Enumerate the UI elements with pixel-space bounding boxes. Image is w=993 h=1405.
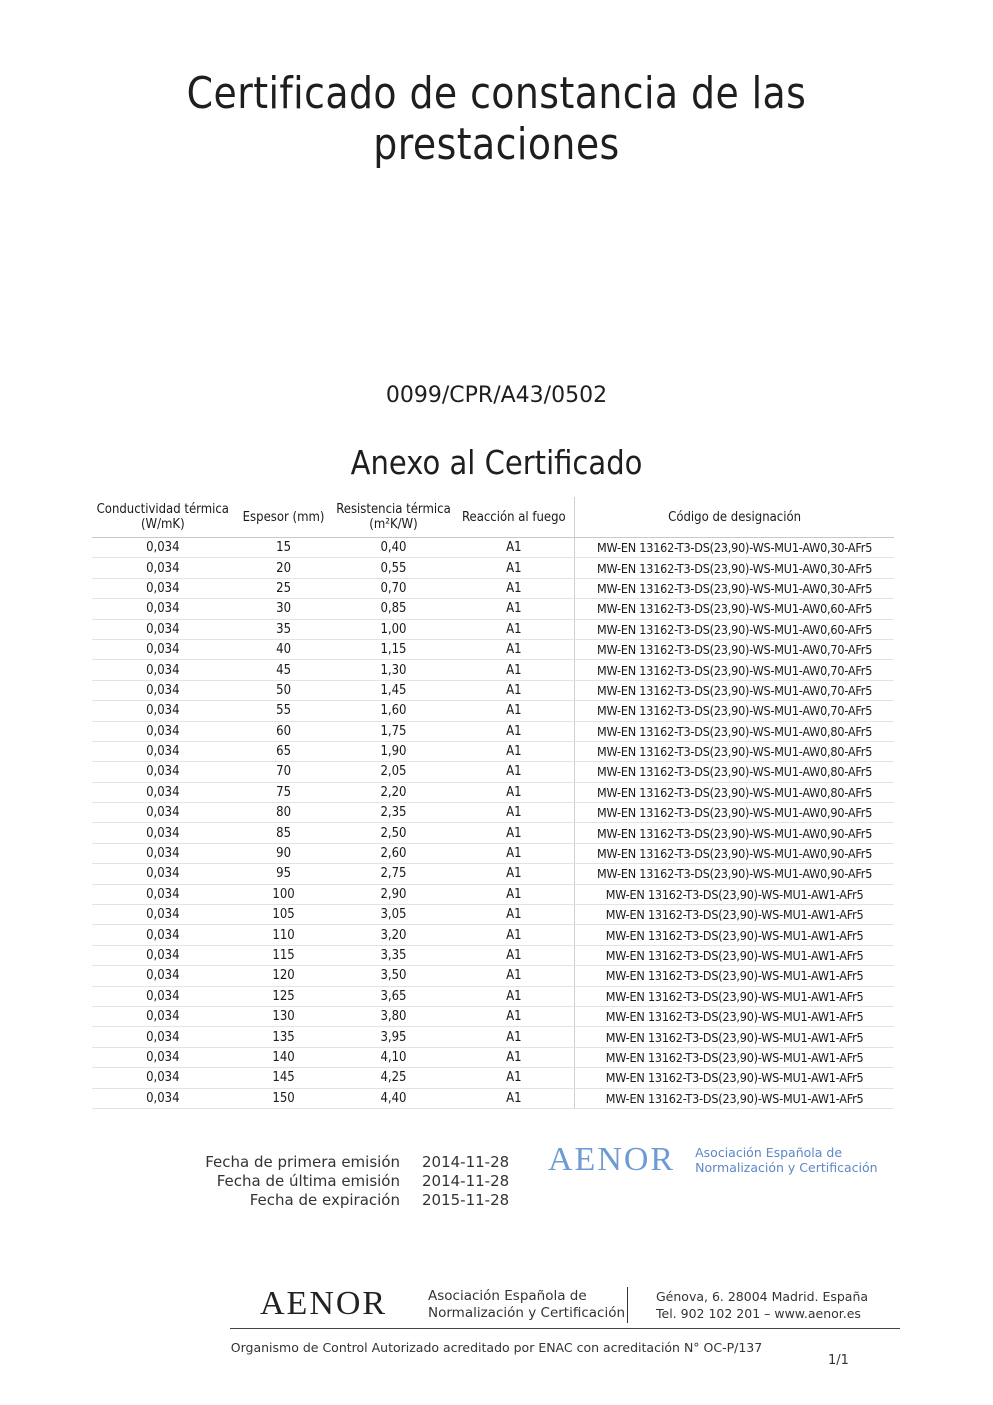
table-row <box>92 660 894 680</box>
footer-org-line2: Normalización y Certificación <box>428 1305 626 1321</box>
cell-fire-reaction: A1 <box>453 1088 574 1108</box>
first-issue-label: Fecha de primera emisión <box>205 1153 400 1171</box>
cell-thickness: 95 <box>234 864 334 884</box>
table-row <box>92 1047 894 1067</box>
cell-thickness: 75 <box>234 782 334 802</box>
table-row <box>92 619 894 639</box>
table-row <box>92 721 894 741</box>
footer-address <box>656 1288 868 1322</box>
cell-resistance: 0,40 <box>334 538 454 558</box>
cell-designation-code: MW-EN 13162-T3-DS(23,90)-WS-MU1-AW1-AFr5 <box>575 925 894 945</box>
table-row <box>92 762 894 782</box>
cell-thickness: 90 <box>234 843 334 863</box>
table-row <box>92 1027 894 1047</box>
table-row <box>92 823 894 843</box>
cell-resistance: 3,35 <box>334 945 454 965</box>
cell-resistance: 1,90 <box>334 741 454 761</box>
table-row <box>92 701 894 721</box>
cell-thickness: 45 <box>234 660 334 680</box>
table-row <box>92 558 894 578</box>
cell-thickness: 130 <box>234 1006 334 1026</box>
cell-conductivity: 0,034 <box>92 925 234 945</box>
cell-designation-code: MW-EN 13162-T3-DS(23,90)-WS-MU1-AW0,30-AFr5 <box>575 578 894 598</box>
cell-fire-reaction: A1 <box>453 803 574 823</box>
cell-fire-reaction: A1 <box>453 599 574 619</box>
last-issue-row <box>200 1172 542 1191</box>
header-conductivity: Conductividad térmica (W/mK) <box>92 497 234 538</box>
cell-fire-reaction: A1 <box>453 905 574 925</box>
cell-thickness: 15 <box>234 538 334 558</box>
cell-fire-reaction: A1 <box>453 680 574 700</box>
header-fire-reaction: Reacción al fuego <box>453 497 574 538</box>
cell-resistance: 2,60 <box>334 843 454 863</box>
cell-resistance: 3,95 <box>334 1027 454 1047</box>
issue-dates <box>200 1153 542 1210</box>
cell-thickness: 135 <box>234 1027 334 1047</box>
cell-designation-code: MW-EN 13162-T3-DS(23,90)-WS-MU1-AW0,90-AFr5 <box>575 864 894 884</box>
cell-thickness: 145 <box>234 1068 334 1088</box>
cell-thickness: 40 <box>234 639 334 659</box>
cell-conductivity: 0,034 <box>92 660 234 680</box>
cell-conductivity: 0,034 <box>92 945 234 965</box>
expiry-row <box>200 1191 542 1210</box>
cell-designation-code: MW-EN 13162-T3-DS(23,90)-WS-MU1-AW0,60-AFr5 <box>575 619 894 639</box>
cell-conductivity: 0,034 <box>92 823 234 843</box>
cell-conductivity: 0,034 <box>92 578 234 598</box>
cell-thickness: 30 <box>234 599 334 619</box>
cell-designation-code: MW-EN 13162-T3-DS(23,90)-WS-MU1-AW1-AFr5 <box>575 1047 894 1067</box>
table-row <box>92 1068 894 1088</box>
cell-conductivity: 0,034 <box>92 884 234 904</box>
cell-designation-code: MW-EN 13162-T3-DS(23,90)-WS-MU1-AW0,70-AFr5 <box>575 701 894 721</box>
cell-fire-reaction: A1 <box>453 945 574 965</box>
cell-thickness: 100 <box>234 884 334 904</box>
cell-thickness: 110 <box>234 925 334 945</box>
cell-thickness: 105 <box>234 905 334 925</box>
expiry-label: Fecha de expiración <box>249 1191 400 1209</box>
cell-fire-reaction: A1 <box>453 721 574 741</box>
cell-conductivity: 0,034 <box>92 639 234 659</box>
table-row <box>92 578 894 598</box>
cell-designation-code: MW-EN 13162-T3-DS(23,90)-WS-MU1-AW0,70-AFr5 <box>575 680 894 700</box>
cell-conductivity: 0,034 <box>92 782 234 802</box>
cell-designation-code: MW-EN 13162-T3-DS(23,90)-WS-MU1-AW0,70-AFr5 <box>575 639 894 659</box>
cell-resistance: 3,50 <box>334 966 454 986</box>
cell-fire-reaction: A1 <box>453 762 574 782</box>
cell-conductivity: 0,034 <box>92 905 234 925</box>
expiry-value: 2015-11-28 <box>422 1191 510 1209</box>
table-row <box>92 782 894 802</box>
cell-designation-code: MW-EN 13162-T3-DS(23,90)-WS-MU1-AW1-AFr5 <box>575 905 894 925</box>
table-row <box>92 905 894 925</box>
cell-thickness: 140 <box>234 1047 334 1067</box>
cell-designation-code: MW-EN 13162-T3-DS(23,90)-WS-MU1-AW0,90-AFr5 <box>575 823 894 843</box>
cell-fire-reaction: A1 <box>453 1068 574 1088</box>
cell-thickness: 70 <box>234 762 334 782</box>
cell-resistance: 2,50 <box>334 823 454 843</box>
cell-designation-code: MW-EN 13162-T3-DS(23,90)-WS-MU1-AW0,70-AFr5 <box>575 660 894 680</box>
cell-designation-code: MW-EN 13162-T3-DS(23,90)-WS-MU1-AW1-AFr5 <box>575 1027 894 1047</box>
cell-designation-code: MW-EN 13162-T3-DS(23,90)-WS-MU1-AW0,80-AFr5 <box>575 741 894 761</box>
cell-fire-reaction: A1 <box>453 741 574 761</box>
cell-thickness: 120 <box>234 966 334 986</box>
table-row <box>92 680 894 700</box>
cell-designation-code: MW-EN 13162-T3-DS(23,90)-WS-MU1-AW1-AFr5 <box>575 966 894 986</box>
cell-designation-code: MW-EN 13162-T3-DS(23,90)-WS-MU1-AW1-AFr5 <box>575 884 894 904</box>
table-row <box>92 599 894 619</box>
table-row <box>92 741 894 761</box>
cell-thickness: 125 <box>234 986 334 1006</box>
last-issue-value: 2014-11-28 <box>422 1172 510 1190</box>
cell-resistance: 1,15 <box>334 639 454 659</box>
cell-conductivity: 0,034 <box>92 680 234 700</box>
cell-fire-reaction: A1 <box>453 538 574 558</box>
table-row <box>92 986 894 1006</box>
cell-thickness: 55 <box>234 701 334 721</box>
cell-resistance: 3,80 <box>334 1006 454 1026</box>
cell-conductivity: 0,034 <box>92 538 234 558</box>
cell-resistance: 3,65 <box>334 986 454 1006</box>
cell-conductivity: 0,034 <box>92 721 234 741</box>
cell-conductivity: 0,034 <box>92 986 234 1006</box>
cell-designation-code: MW-EN 13162-T3-DS(23,90)-WS-MU1-AW0,90-AFr5 <box>575 843 894 863</box>
cell-conductivity: 0,034 <box>92 762 234 782</box>
cell-conductivity: 0,034 <box>92 558 234 578</box>
table-row <box>92 639 894 659</box>
footer-address-line2: Tel. 902 102 201 – www.aenor.es <box>656 1306 861 1321</box>
cell-thickness: 35 <box>234 619 334 639</box>
cell-resistance: 4,40 <box>334 1088 454 1108</box>
cell-conductivity: 0,034 <box>92 803 234 823</box>
stamp-org <box>695 1145 877 1175</box>
footer-org-line1: Asociación Española de <box>428 1288 587 1304</box>
footer-separator <box>627 1287 628 1323</box>
cell-designation-code: MW-EN 13162-T3-DS(23,90)-WS-MU1-AW0,30-AFr5 <box>575 538 894 558</box>
cell-designation-code: MW-EN 13162-T3-DS(23,90)-WS-MU1-AW1-AFr5 <box>575 945 894 965</box>
first-issue-value: 2014-11-28 <box>422 1153 510 1171</box>
cell-fire-reaction: A1 <box>453 558 574 578</box>
cell-thickness: 80 <box>234 803 334 823</box>
cell-fire-reaction: A1 <box>453 1006 574 1026</box>
header-thickness: Espesor (mm) <box>234 497 334 538</box>
cell-conductivity: 0,034 <box>92 741 234 761</box>
stamp-org-line2: Normalización y Certificación <box>695 1160 878 1175</box>
cell-resistance: 3,20 <box>334 925 454 945</box>
cell-conductivity: 0,034 <box>92 599 234 619</box>
cell-fire-reaction: A1 <box>453 639 574 659</box>
cell-fire-reaction: A1 <box>453 823 574 843</box>
cell-fire-reaction: A1 <box>453 660 574 680</box>
cell-thickness: 85 <box>234 823 334 843</box>
cell-resistance: 2,20 <box>334 782 454 802</box>
cell-fire-reaction: A1 <box>453 619 574 639</box>
annex-title: Anexo al Certificado <box>350 443 643 482</box>
cell-conductivity: 0,034 <box>92 864 234 884</box>
cell-resistance: 4,10 <box>334 1047 454 1067</box>
cell-conductivity: 0,034 <box>92 966 234 986</box>
cell-designation-code: MW-EN 13162-T3-DS(23,90)-WS-MU1-AW1-AFr5 <box>575 986 894 1006</box>
cell-resistance: 2,05 <box>334 762 454 782</box>
first-issue-row <box>200 1153 542 1172</box>
cell-designation-code: MW-EN 13162-T3-DS(23,90)-WS-MU1-AW1-AFr5 <box>575 1006 894 1026</box>
cell-conductivity: 0,034 <box>92 1027 234 1047</box>
page-number: 1/1 <box>828 1353 849 1368</box>
footer-accreditation: Organismo de Control Autorizado acreditado por ENAC con acreditación N° OC-P/137 <box>230 1340 763 1355</box>
cell-resistance: 1,30 <box>334 660 454 680</box>
cell-resistance: 1,00 <box>334 619 454 639</box>
cell-designation-code: MW-EN 13162-T3-DS(23,90)-WS-MU1-AW1-AFr5 <box>575 1068 894 1088</box>
cell-designation-code: MW-EN 13162-T3-DS(23,90)-WS-MU1-AW0,60-AFr5 <box>575 599 894 619</box>
table-row <box>92 538 894 558</box>
table-row <box>92 925 894 945</box>
cell-thickness: 60 <box>234 721 334 741</box>
cell-fire-reaction: A1 <box>453 1027 574 1047</box>
cell-designation-code: MW-EN 13162-T3-DS(23,90)-WS-MU1-AW1-AFr5 <box>575 1088 894 1108</box>
cell-thickness: 65 <box>234 741 334 761</box>
cell-conductivity: 0,034 <box>92 1047 234 1067</box>
cell-fire-reaction: A1 <box>453 925 574 945</box>
cell-thickness: 20 <box>234 558 334 578</box>
annex-table <box>92 497 894 1109</box>
cell-conductivity: 0,034 <box>92 619 234 639</box>
cell-fire-reaction: A1 <box>453 884 574 904</box>
annex-table-body <box>92 538 894 1109</box>
cell-fire-reaction: A1 <box>453 864 574 884</box>
cell-fire-reaction: A1 <box>453 986 574 1006</box>
cell-fire-reaction: A1 <box>453 966 574 986</box>
last-issue-label: Fecha de última emisión <box>216 1172 400 1190</box>
cell-fire-reaction: A1 <box>453 578 574 598</box>
cell-resistance: 0,70 <box>334 578 454 598</box>
table-row <box>92 966 894 986</box>
cell-thickness: 115 <box>234 945 334 965</box>
header-designation-code: Código de designación <box>575 497 894 538</box>
cell-designation-code: MW-EN 13162-T3-DS(23,90)-WS-MU1-AW0,80-AFr5 <box>575 782 894 802</box>
cell-resistance: 3,05 <box>334 905 454 925</box>
footer-logo: AENOR <box>260 1285 388 1322</box>
header-resistance: Resistencia térmica (m²K/W) <box>334 497 454 538</box>
footer-rule <box>230 1328 900 1329</box>
cell-resistance: 1,60 <box>334 701 454 721</box>
cell-fire-reaction: A1 <box>453 843 574 863</box>
cell-fire-reaction: A1 <box>453 701 574 721</box>
stamp-org-line1: Asociación Española de <box>695 1145 843 1160</box>
table-row <box>92 945 894 965</box>
table-row <box>92 864 894 884</box>
cell-resistance: 0,85 <box>334 599 454 619</box>
table-row <box>92 1088 894 1108</box>
table-row <box>92 843 894 863</box>
table-row <box>92 803 894 823</box>
cell-resistance: 1,45 <box>334 680 454 700</box>
certificate-number: 0099/CPR/A43/0502 <box>385 383 608 408</box>
annex-table-header <box>92 497 894 538</box>
table-row <box>92 884 894 904</box>
table-row <box>92 1006 894 1026</box>
cell-designation-code: MW-EN 13162-T3-DS(23,90)-WS-MU1-AW0,80-AFr5 <box>575 721 894 741</box>
cell-conductivity: 0,034 <box>92 1068 234 1088</box>
cell-conductivity: 0,034 <box>92 1006 234 1026</box>
cell-resistance: 2,35 <box>334 803 454 823</box>
cell-designation-code: MW-EN 13162-T3-DS(23,90)-WS-MU1-AW0,80-AFr5 <box>575 762 894 782</box>
cell-thickness: 50 <box>234 680 334 700</box>
cell-resistance: 4,25 <box>334 1068 454 1088</box>
cell-conductivity: 0,034 <box>92 701 234 721</box>
cell-thickness: 150 <box>234 1088 334 1108</box>
cell-fire-reaction: A1 <box>453 1047 574 1067</box>
cell-conductivity: 0,034 <box>92 1088 234 1108</box>
cell-designation-code: MW-EN 13162-T3-DS(23,90)-WS-MU1-AW0,90-AFr5 <box>575 803 894 823</box>
stamp-logo: AENOR <box>548 1141 676 1178</box>
cell-conductivity: 0,034 <box>92 843 234 863</box>
cell-resistance: 1,75 <box>334 721 454 741</box>
footer-address-line1: Génova, 6. 28004 Madrid. España <box>656 1289 869 1304</box>
header-row <box>92 497 894 538</box>
aenor-stamp <box>548 1140 878 1180</box>
document-title: Certificado de constancia de las prestaciones <box>186 68 807 170</box>
cell-resistance: 0,55 <box>334 558 454 578</box>
cell-designation-code: MW-EN 13162-T3-DS(23,90)-WS-MU1-AW0,30-AFr5 <box>575 558 894 578</box>
cell-resistance: 2,75 <box>334 864 454 884</box>
cell-thickness: 25 <box>234 578 334 598</box>
cell-fire-reaction: A1 <box>453 782 574 802</box>
cell-resistance: 2,90 <box>334 884 454 904</box>
footer-org <box>428 1288 625 1322</box>
